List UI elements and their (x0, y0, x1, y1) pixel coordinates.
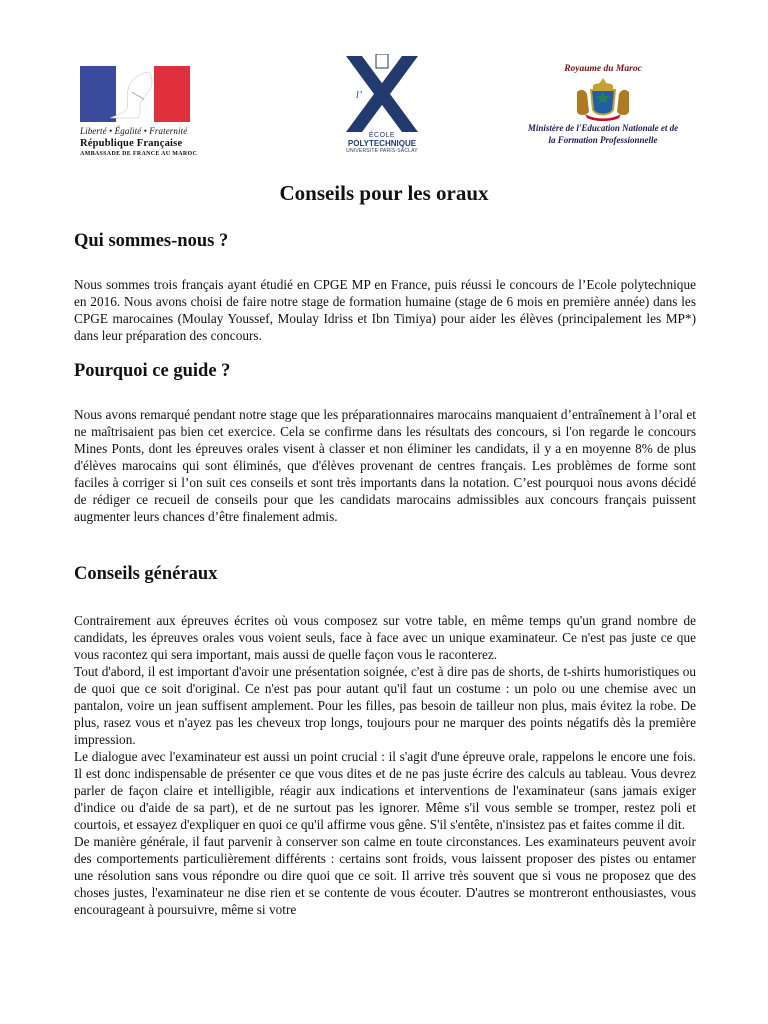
x-logo-line2: POLYTECHNIQUE (347, 139, 417, 148)
x-logo-line1: ÉCOLE (368, 132, 396, 139)
section-body-conseils-generaux (74, 612, 696, 918)
section-body-pourquoi-ce-guide (74, 406, 696, 525)
rf-embassy: AMBASSADE DE FRANCE AU MAROC (80, 151, 198, 157)
ecole-polytechnique-logo (340, 54, 424, 154)
paragraph: Nous sommes trois français ayant étudié en CPGE MP en France, puis réussi le concours de l’Ecole polytechnique en 2016. Nous avons choisi de faire notre stage de formation humaine (stage de 6 mois en première année) dans les CPGE marocaines (Moulay Youssef, Moulay Idriss et Ibn Timiya) pour aider les élèves (principalement les MP*) dans leur préparation des concours. (74, 277, 696, 343)
republique-francaise-logo (80, 66, 198, 157)
section-heading-qui-sommes-nous: Qui sommes-nous ? (74, 231, 229, 251)
rf-name: République Française (80, 138, 183, 149)
paragraph: Le dialogue avec l'examinateur est aussi un point crucial : il s'agit d'une épreuve orale, rappelons le encore une fois. Il est donc indispensable de présenter ce que vous dites et de ne pas juste écrire des calculs au tableau. Vous devrez parler de façon claire et intelligible, réagir aux indications et interventions de l'examinateur (sans jamais exiger d'indice ou d'aide de sa part), et de ne surtout pas les ignorer. Même s'il vous semble se tromper, restez poli et courtois, et essayez d'expliquer en quoi ce qu'il affirme vous gêne. S'il s'entête, n'insistez pas et faites comme il dit. (74, 749, 696, 832)
section-heading-conseils-generaux: Conseils généraux (74, 564, 218, 584)
paragraph: De manière générale, il faut parvenir à conserver son calme en toute circonstances. Les examinateurs peuvent avoir des comportements particulièrement différents : certains sont froids, vous laissent proposer des pistes ou entamer une résolution sans vous répondre ou dire quoi que ce soit. Il arrive très souvent que si vous ne proposez que des choses justes, l'examinateur ne dise rien et se contente de vous écouter. D'autres se montreront enthousiastes, vous encourageant à poursuivre, même si votre (74, 834, 696, 917)
x-logo-icon (340, 54, 424, 134)
paragraph: Contrairement aux épreuves écrites où vous composez sur votre table, en même temps qu'un grand nombre de candidats, les épreuves orales vous voient seuls, face à face avec un unique examinateur. Ce n'est pas juste ce que vous racontez qui sera important, mais aussi de quelle façon vous le raconterez. (74, 613, 696, 662)
ma-ministere-line1: Ministère de l'Education Nationale et de (527, 123, 679, 133)
rf-motto: Liberté • Égalité • Fraternité (80, 126, 188, 136)
ma-ministere-line2: la Formation Professionnelle (548, 135, 658, 145)
page-title: Conseils pour les oraux (279, 181, 489, 205)
paragraph: Nous avons remarqué pendant notre stage que les préparationnaires marocains manquaient d’entraînement à l’oral et ne maîtrisaient pas bien cet exercice. Cela se confirme dans les résultats des concours, si l'on regarde le concours Mines Ponts, dont les épreuves orales visent à classer et non éliminer les candidats, il y a en moyenne 8% de plus d'élèves marocains qui sont éliminés, que d'élèves provenant de centres français. Les problèmes de forme sont faciles à corriger si l’on suit ces conseils et sont très importants dans la notation. C’est pourquoi nous avons décidé de rédiger ce recueil de conseils pour que les candidats marocains admissibles aux concours français puissent augmenter leurs chances d’être finalement admis. (74, 407, 696, 524)
marianne-flag-icon (80, 66, 190, 122)
ma-royaume: Royaume du Maroc (564, 64, 642, 74)
document-header (0, 0, 768, 160)
section-heading-pourquoi-ce-guide: Pourquoi ce guide ? (74, 361, 231, 381)
section-body-qui-sommes-nous (74, 276, 696, 344)
svg-text:l’: l’ (356, 90, 363, 101)
royaume-du-maroc-logo (508, 64, 698, 146)
paragraph: Tout d'abord, il est important d'avoir une présentation soignée, c'est à dire pas de shorts, de t-shirts humoristiques ou de quoi que ce soit d'original. Ce n'est pas pour autant qu'il faut un costume : un polo ou une chemise avec un pantalon, voire un jean suffisent amplement. Pour les filles, pas besoin de tailleur non plus, mais évitez la robe. De plus, rasez vous et n'ayez pas les cheveux trop longs, toujours pour ne marquer des points négatifs dès la première impression. (74, 664, 696, 747)
x-logo-line3: UNIVERSITE PARIS-SACLAY (346, 148, 418, 154)
moroccan-coat-of-arms-icon (571, 76, 635, 122)
